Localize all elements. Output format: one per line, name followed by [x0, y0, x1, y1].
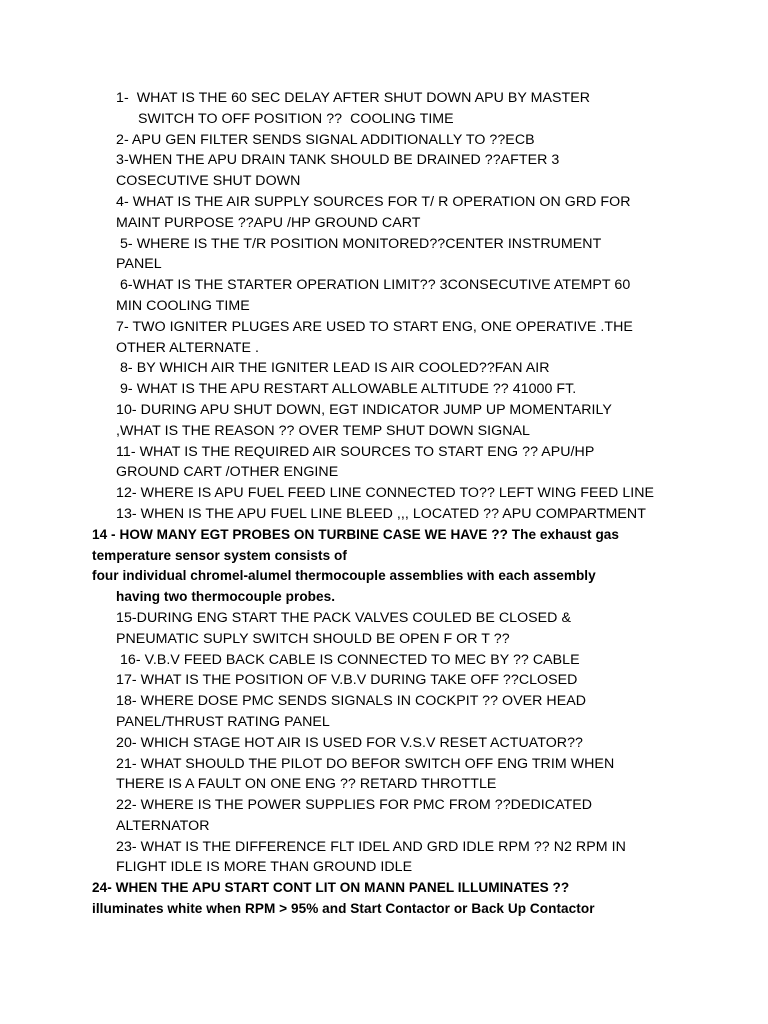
- text-line: FLIGHT IDLE IS MORE THAN GROUND IDLE: [116, 859, 413, 876]
- text-line: 1- WHAT IS THE 60 SEC DELAY AFTER SHUT DOWN APU BY MASTER: [116, 90, 591, 106]
- text-line: 4- WHAT IS THE AIR SUPPLY SOURCES FOR T/ R OPERATION ON GRD FOR: [116, 193, 631, 210]
- text-line: MIN COOLING TIME: [116, 297, 250, 314]
- text-line: 7- TWO IGNITER PLUGES ARE USED TO START ENG, ONE OPERATIVE .THE: [116, 318, 633, 335]
- text-line: OTHER ALTERNATE .: [116, 339, 260, 356]
- text-line: temperature sensor system consists of: [92, 547, 347, 563]
- text-line: 6-WHAT IS THE STARTER OPERATION LIMIT?? 3CONSECUTIVE ATEMPT 60: [116, 277, 631, 294]
- text-line: 18- WHERE DOSE PMC SENDS SIGNALS IN COCKPIT ?? OVER HEAD: [116, 693, 587, 710]
- text-line: PANEL: [116, 256, 162, 273]
- text-line: PANEL/THRUST RATING PANEL: [116, 713, 330, 730]
- text-line: 2- APU GEN FILTER SENDS SIGNAL ADDITIONALLY TO ??ECB: [116, 131, 535, 148]
- text-line: 9- WHAT IS THE APU RESTART ALLOWABLE ALTITUDE ?? 41000 FT.: [116, 381, 577, 398]
- text-line: 24- WHEN THE APU START CONT LIT ON MANN PANEL ILLUMINATES ??: [92, 880, 570, 896]
- text-line: ALTERNATOR: [116, 817, 210, 834]
- text-line: four individual chromel-alumel thermocouple assemblies with each assembly: [92, 568, 596, 584]
- text-line: PNEUMATIC SUPLY SWITCH SHOULD BE OPEN F OR T ??: [116, 630, 510, 647]
- text-line: 10- DURING APU SHUT DOWN, EGT INDICATOR JUMP UP MOMENTARILY: [116, 401, 612, 418]
- text-line: 16- V.B.V FEED BACK CABLE IS CONNECTED TO MEC BY ?? CABLE: [116, 651, 580, 668]
- text-line: COSECUTIVE SHUT DOWN: [116, 173, 301, 190]
- text-line: 20- WHICH STAGE HOT AIR IS USED FOR V.S.V RESET ACTUATOR??: [116, 734, 583, 751]
- text-line: 14 - HOW MANY EGT PROBES ON TURBINE CASE WE HAVE ?? The exhaust gas: [92, 526, 620, 542]
- text-line: GROUND CART /OTHER ENGINE: [116, 464, 339, 481]
- text-line: SWITCH TO OFF POSITION ?? COOLING TIME: [138, 110, 454, 127]
- text-line: 21- WHAT SHOULD THE PILOT DO BEFOR SWITCH OFF ENG TRIM WHEN: [116, 755, 615, 772]
- text-line: illuminates white when RPM > 95% and Start Contactor or Back Up Contactor: [92, 901, 595, 917]
- text-line: 23- WHAT IS THE DIFFERENCE FLT IDEL AND GRD IDLE RPM ?? N2 RPM IN: [116, 838, 626, 855]
- text-line: 11- WHAT IS THE REQUIRED AIR SOURCES TO START ENG ?? APU/HP: [116, 443, 595, 460]
- text-line: 5- WHERE IS THE T/R POSITION MONITORED??CENTER INSTRUMENT: [116, 235, 602, 252]
- text-line: 17- WHAT IS THE POSITION OF V.B.V DURING TAKE OFF ??CLOSED: [116, 672, 578, 689]
- text-line: 15-DURING ENG START THE PACK VALVES COULED BE CLOSED &: [116, 609, 571, 626]
- text-line: having two thermocouple probes.: [116, 589, 336, 605]
- text-line: 12- WHERE IS APU FUEL FEED LINE CONNECTED TO?? LEFT WING FEED LINE: [116, 485, 655, 502]
- text-line: 13- WHEN IS THE APU FUEL LINE BLEED ,,, LOCATED ?? APU COMPARTMENT: [116, 505, 646, 522]
- text-line: 3-WHEN THE APU DRAIN TANK SHOULD BE DRAINED ??AFTER 3: [116, 152, 560, 169]
- question-list: [0, 88, 768, 920]
- text-line: 22- WHERE IS THE POWER SUPPLIES FOR PMC FROM ??DEDICATED: [116, 797, 593, 814]
- text-line: THERE IS A FAULT ON ONE ENG ?? RETARD THROTTLE: [116, 776, 497, 793]
- text-line: MAINT PURPOSE ??APU /HP GROUND CART: [116, 214, 421, 231]
- text-line: ,WHAT IS THE REASON ?? OVER TEMP SHUT DOWN SIGNAL: [116, 422, 530, 439]
- text-line: 8- BY WHICH AIR THE IGNITER LEAD IS AIR COOLED??FAN AIR: [116, 360, 550, 377]
